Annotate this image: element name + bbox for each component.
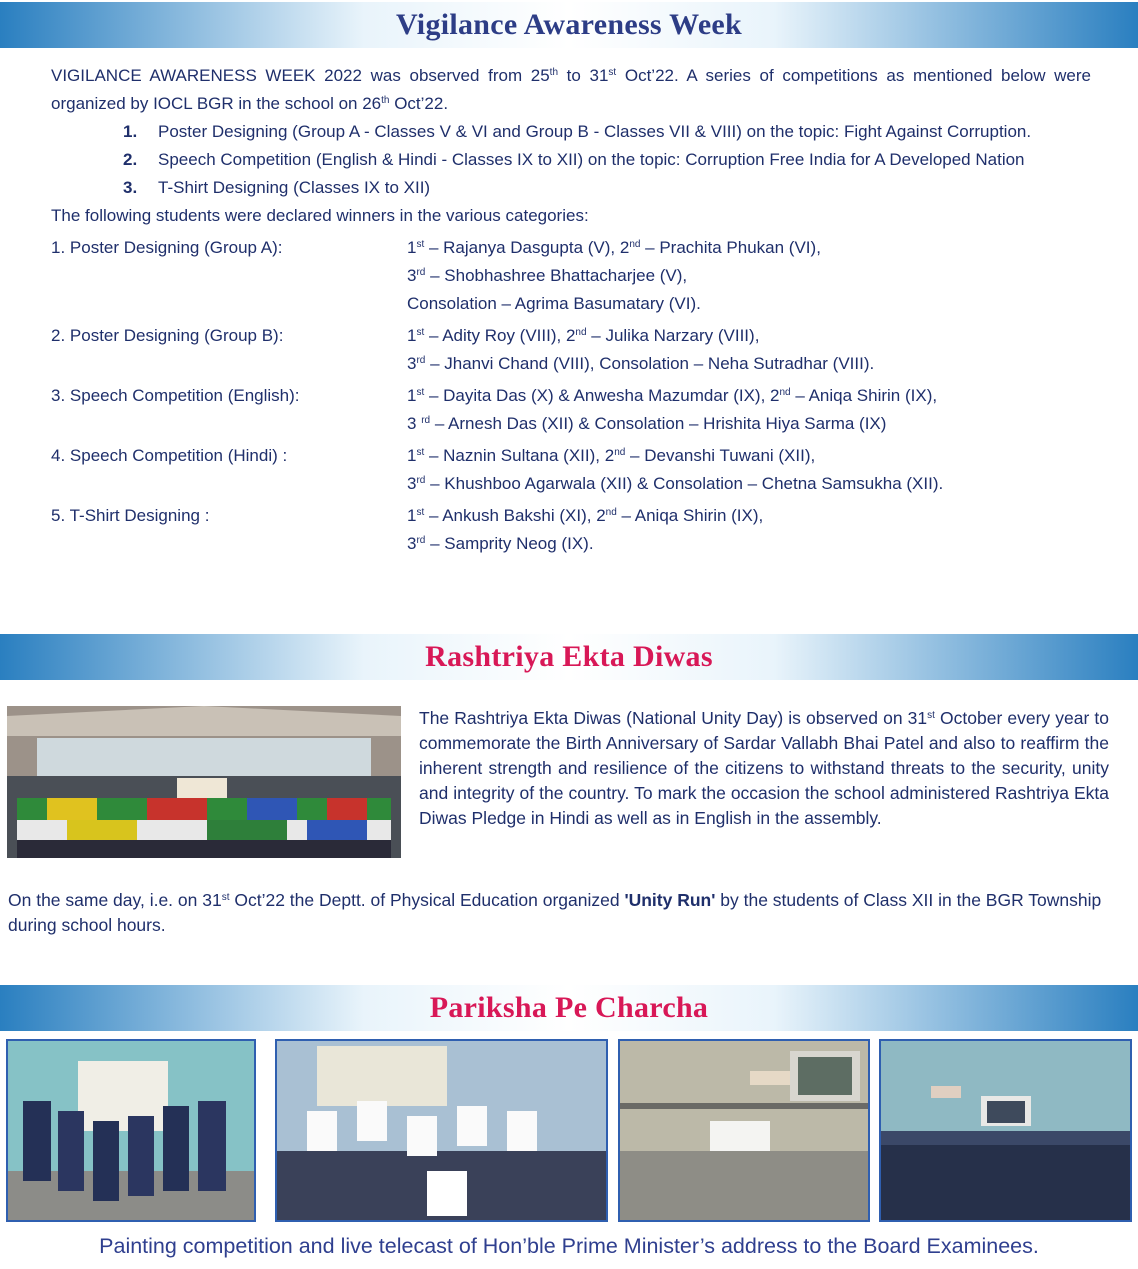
superscript: st xyxy=(221,892,230,903)
text-run: The Rashtriya Ekta Diwas (National Unity Day) is observed on 31 xyxy=(419,708,928,728)
text-run: VIGILANCE AWARENESS WEEK 2022 was observed from 25 xyxy=(51,66,550,85)
text-run: 1 xyxy=(407,446,417,465)
winner-line xyxy=(407,290,1091,318)
superscript: nd xyxy=(614,447,626,458)
superscript: nd xyxy=(779,387,791,398)
text-run: 1 xyxy=(407,386,417,405)
winner-results xyxy=(407,502,1091,558)
pariksha-title: Pariksha Pe Charcha xyxy=(429,991,709,1024)
vigilance-banner xyxy=(0,2,1138,48)
painting-competition-photo-1 xyxy=(6,1039,256,1222)
ekta-banner xyxy=(0,634,1138,680)
photo-illustration xyxy=(277,1041,606,1220)
superscript: st xyxy=(416,507,425,518)
text-run: Consolation – Agrima Basumatary (VI). xyxy=(407,294,701,313)
superscript: st xyxy=(416,327,425,338)
superscript: st xyxy=(608,67,617,78)
winner-line xyxy=(407,530,1091,558)
winner-row xyxy=(51,234,1091,318)
live-telecast-photo-2 xyxy=(879,1039,1132,1222)
superscript: st xyxy=(927,710,935,721)
text-run: October every year to commemorate the Birth Anniversary of Sardar Vallabh Bhai Patel and also to reaffirm the inherent strength and resilience of the citizens to withstand threats to the security, unity and integrity of the country. To mark the occasion the school administered Rashtriya Ekta Diwas Pledge in Hindi as well as in English in the assembly. xyxy=(419,708,1109,828)
event-list xyxy=(51,118,1091,202)
text-run: 3 xyxy=(407,534,417,553)
event-item xyxy=(51,146,1091,174)
winner-line xyxy=(407,322,1091,350)
text-run: – Jhanvi Chand (VIII), Consolation – Neha Sutradhar (VIII). xyxy=(425,354,875,373)
superscript: th xyxy=(549,67,559,78)
photo-illustration xyxy=(8,1041,254,1220)
photo-illustration xyxy=(881,1041,1130,1220)
winner-line xyxy=(407,234,1091,262)
text-run: – Ankush Bakshi (XI), 2 xyxy=(424,506,606,525)
text-run: On the same day, i.e. on 31 xyxy=(8,890,222,910)
text-run: – Arnesh Das (XII) & Consolation – Hrishita Hiya Sarma (IX) xyxy=(430,414,887,433)
text-run: 1 xyxy=(407,506,417,525)
group-photo-illustration xyxy=(7,706,401,858)
superscript: rd xyxy=(416,267,426,278)
text-run: 3 xyxy=(407,474,417,493)
winner-row xyxy=(51,322,1091,378)
winner-row xyxy=(51,502,1091,558)
event-number: 2. xyxy=(123,150,138,169)
superscript: rd xyxy=(416,355,426,366)
text-run: – Prachita Phukan (VI), xyxy=(640,238,821,257)
text-run: 1 xyxy=(407,326,417,345)
text-run: – Aniqa Shirin (IX), xyxy=(790,386,938,405)
superscript: st xyxy=(416,239,425,250)
event-item xyxy=(51,118,1091,146)
winner-line xyxy=(407,382,1091,410)
text-run: Oct’22 the Deptt. of Physical Education organized xyxy=(229,890,625,910)
text-run: – Devanshi Tuwani (XII), xyxy=(625,446,816,465)
event-number: 1. xyxy=(123,122,138,141)
text-run: Oct’22. A series of competitions as mentioned below were organized by IOCL BGR in the school on 26 xyxy=(51,66,1091,113)
unity-day-group-photo xyxy=(7,706,401,858)
event-item xyxy=(51,174,1091,202)
event-text: Speech Competition (English & Hindi - Classes IX to XII) on the topic: Corruption Free India for A Developed Nation xyxy=(158,150,1025,169)
vigilance-intro xyxy=(51,62,1091,118)
text-run: 3 xyxy=(407,354,417,373)
winner-line xyxy=(407,470,1091,498)
painting-competition-photo-2 xyxy=(275,1039,608,1222)
text-run: – Aniqa Shirin (IX), xyxy=(616,506,764,525)
superscript: rd xyxy=(416,475,426,486)
text-run: – Dayita Das (X) & Anwesha Mazumdar (IX), 2 xyxy=(424,386,780,405)
winner-category: 2. Poster Designing (Group B): xyxy=(51,326,284,345)
photo-illustration xyxy=(620,1041,868,1220)
text-run: Oct’22. xyxy=(389,94,449,113)
event-text: T-Shirt Designing (Classes IX to XII) xyxy=(158,178,431,197)
vigilance-body xyxy=(51,62,1091,558)
text-run: – Adity Roy (VIII), 2 xyxy=(424,326,576,345)
winner-results xyxy=(407,442,1091,498)
pariksha-banner xyxy=(0,985,1138,1031)
superscript: nd xyxy=(629,239,641,250)
superscript: nd xyxy=(575,327,587,338)
superscript: nd xyxy=(605,507,617,518)
ekta-paragraph xyxy=(419,706,1109,831)
winner-category: 1. Poster Designing (Group A): xyxy=(51,238,283,257)
superscript: th xyxy=(381,95,390,106)
text-run: – Julika Narzary (VIII), xyxy=(586,326,760,345)
winner-results xyxy=(407,234,1091,318)
ekta-title: Rashtriya Ekta Diwas xyxy=(425,640,713,673)
winner-results xyxy=(407,322,1091,378)
winner-line xyxy=(407,442,1091,470)
winner-line xyxy=(407,262,1091,290)
superscript: rd xyxy=(421,415,431,426)
winner-results xyxy=(407,382,1091,438)
winner-row xyxy=(51,442,1091,498)
text-run: 1 xyxy=(407,238,417,257)
text-run: 3 xyxy=(407,414,422,433)
winner-category: 4. Speech Competition (Hindi) : xyxy=(51,446,288,465)
superscript: rd xyxy=(416,535,426,546)
winner-line xyxy=(407,350,1091,378)
winner-line xyxy=(407,410,1091,438)
text-run: – Shobhashree Bhattacharjee (V), xyxy=(425,266,688,285)
text-run: to 31 xyxy=(558,66,609,85)
event-text: Poster Designing (Group A - Classes V & VI and Group B - Classes VII & VIII) on the topic: Fight Against Corruption. xyxy=(158,122,1032,141)
text-run: 3 xyxy=(407,266,417,285)
text-run: – Samprity Neog (IX). xyxy=(425,534,594,553)
text-run: – Rajanya Dasgupta (V), 2 xyxy=(424,238,630,257)
pariksha-caption: Painting competition and live telecast of Hon’ble Prime Minister’s address to the Board Examinees. xyxy=(99,1234,1039,1258)
winner-category: 3. Speech Competition (English): xyxy=(51,386,300,405)
vigilance-title: Vigilance Awareness Week xyxy=(395,8,743,41)
text-run: – Naznin Sultana (XII), 2 xyxy=(424,446,615,465)
live-telecast-photo-1 xyxy=(618,1039,870,1222)
superscript: st xyxy=(416,387,425,398)
text-run: by the students of Class XII in the BGR Township during school hours. xyxy=(8,890,1102,935)
winners-intro: The following students were declared winners in the various categories: xyxy=(51,206,589,225)
winners-list xyxy=(51,234,1091,558)
unity-run-paragraph xyxy=(8,888,1108,938)
event-number: 3. xyxy=(123,178,138,197)
winner-row xyxy=(51,382,1091,438)
winner-category: 5. T-Shirt Designing : xyxy=(51,506,210,525)
bold-text: 'Unity Run' xyxy=(624,890,716,910)
superscript: st xyxy=(416,447,425,458)
winner-line xyxy=(407,502,1091,530)
text-run: – Khushboo Agarwala (XII) & Consolation – Chetna Samsukha (XII). xyxy=(425,474,944,493)
